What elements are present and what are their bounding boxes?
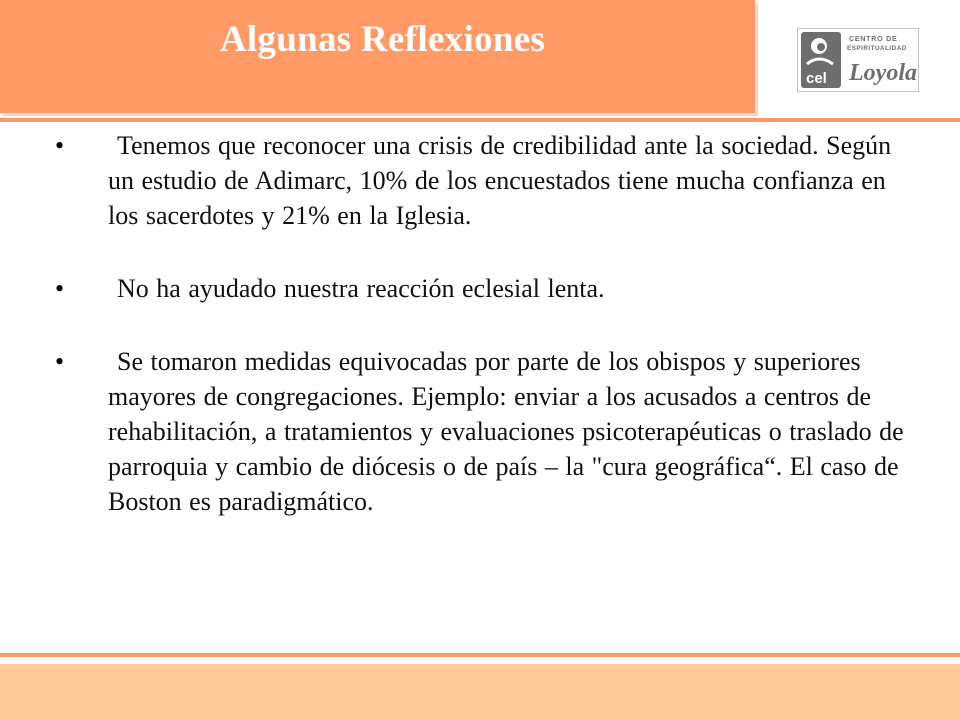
cel-loyola-logo xyxy=(797,28,919,92)
bullet-list xyxy=(0,128,960,557)
bullet-text-1: Tenemos que reconocer una crisis de credibilidad ante la sociedad. Según un estudio de Adimarc, 10% de los encuestados tiene mucha confianza en los sacerdotes y 21% en la Iglesia. xyxy=(108,131,892,230)
logo-brand-script: Loyola xyxy=(849,60,917,86)
logo-brand-small: cel xyxy=(806,70,827,87)
logo-line-2: ESPIRITUALIDAD xyxy=(847,45,907,52)
bullet-item-1 xyxy=(0,128,960,233)
slide-title: Algunas Reflexiones xyxy=(219,19,546,60)
bullet-item-2 xyxy=(0,271,960,306)
bullet-marker: • xyxy=(55,131,65,160)
bullet-text-2: No ha ayudado nuestra reacción eclesial lenta. xyxy=(117,274,605,303)
footer-band xyxy=(0,664,960,720)
bullet-item-3 xyxy=(0,344,960,519)
bottom-divider xyxy=(0,653,960,657)
bullet-text-3: Se tomaron medidas equivocadas por parte de los obispos y superiores mayores de congregaciones. Ejemplo: enviar a los acusados a centros de rehabilitación, a tratamientos y evaluaciones psicoterapéuticas o traslado de parroquia y cambio de diócesis o de país – la "cura geográfica“. El caso de Boston es paradigmático. xyxy=(108,347,904,516)
bullet-marker: • xyxy=(55,274,65,303)
logo-line-1: CENTRO DE xyxy=(849,36,898,43)
top-divider xyxy=(0,118,960,122)
bullet-marker: • xyxy=(55,347,65,376)
